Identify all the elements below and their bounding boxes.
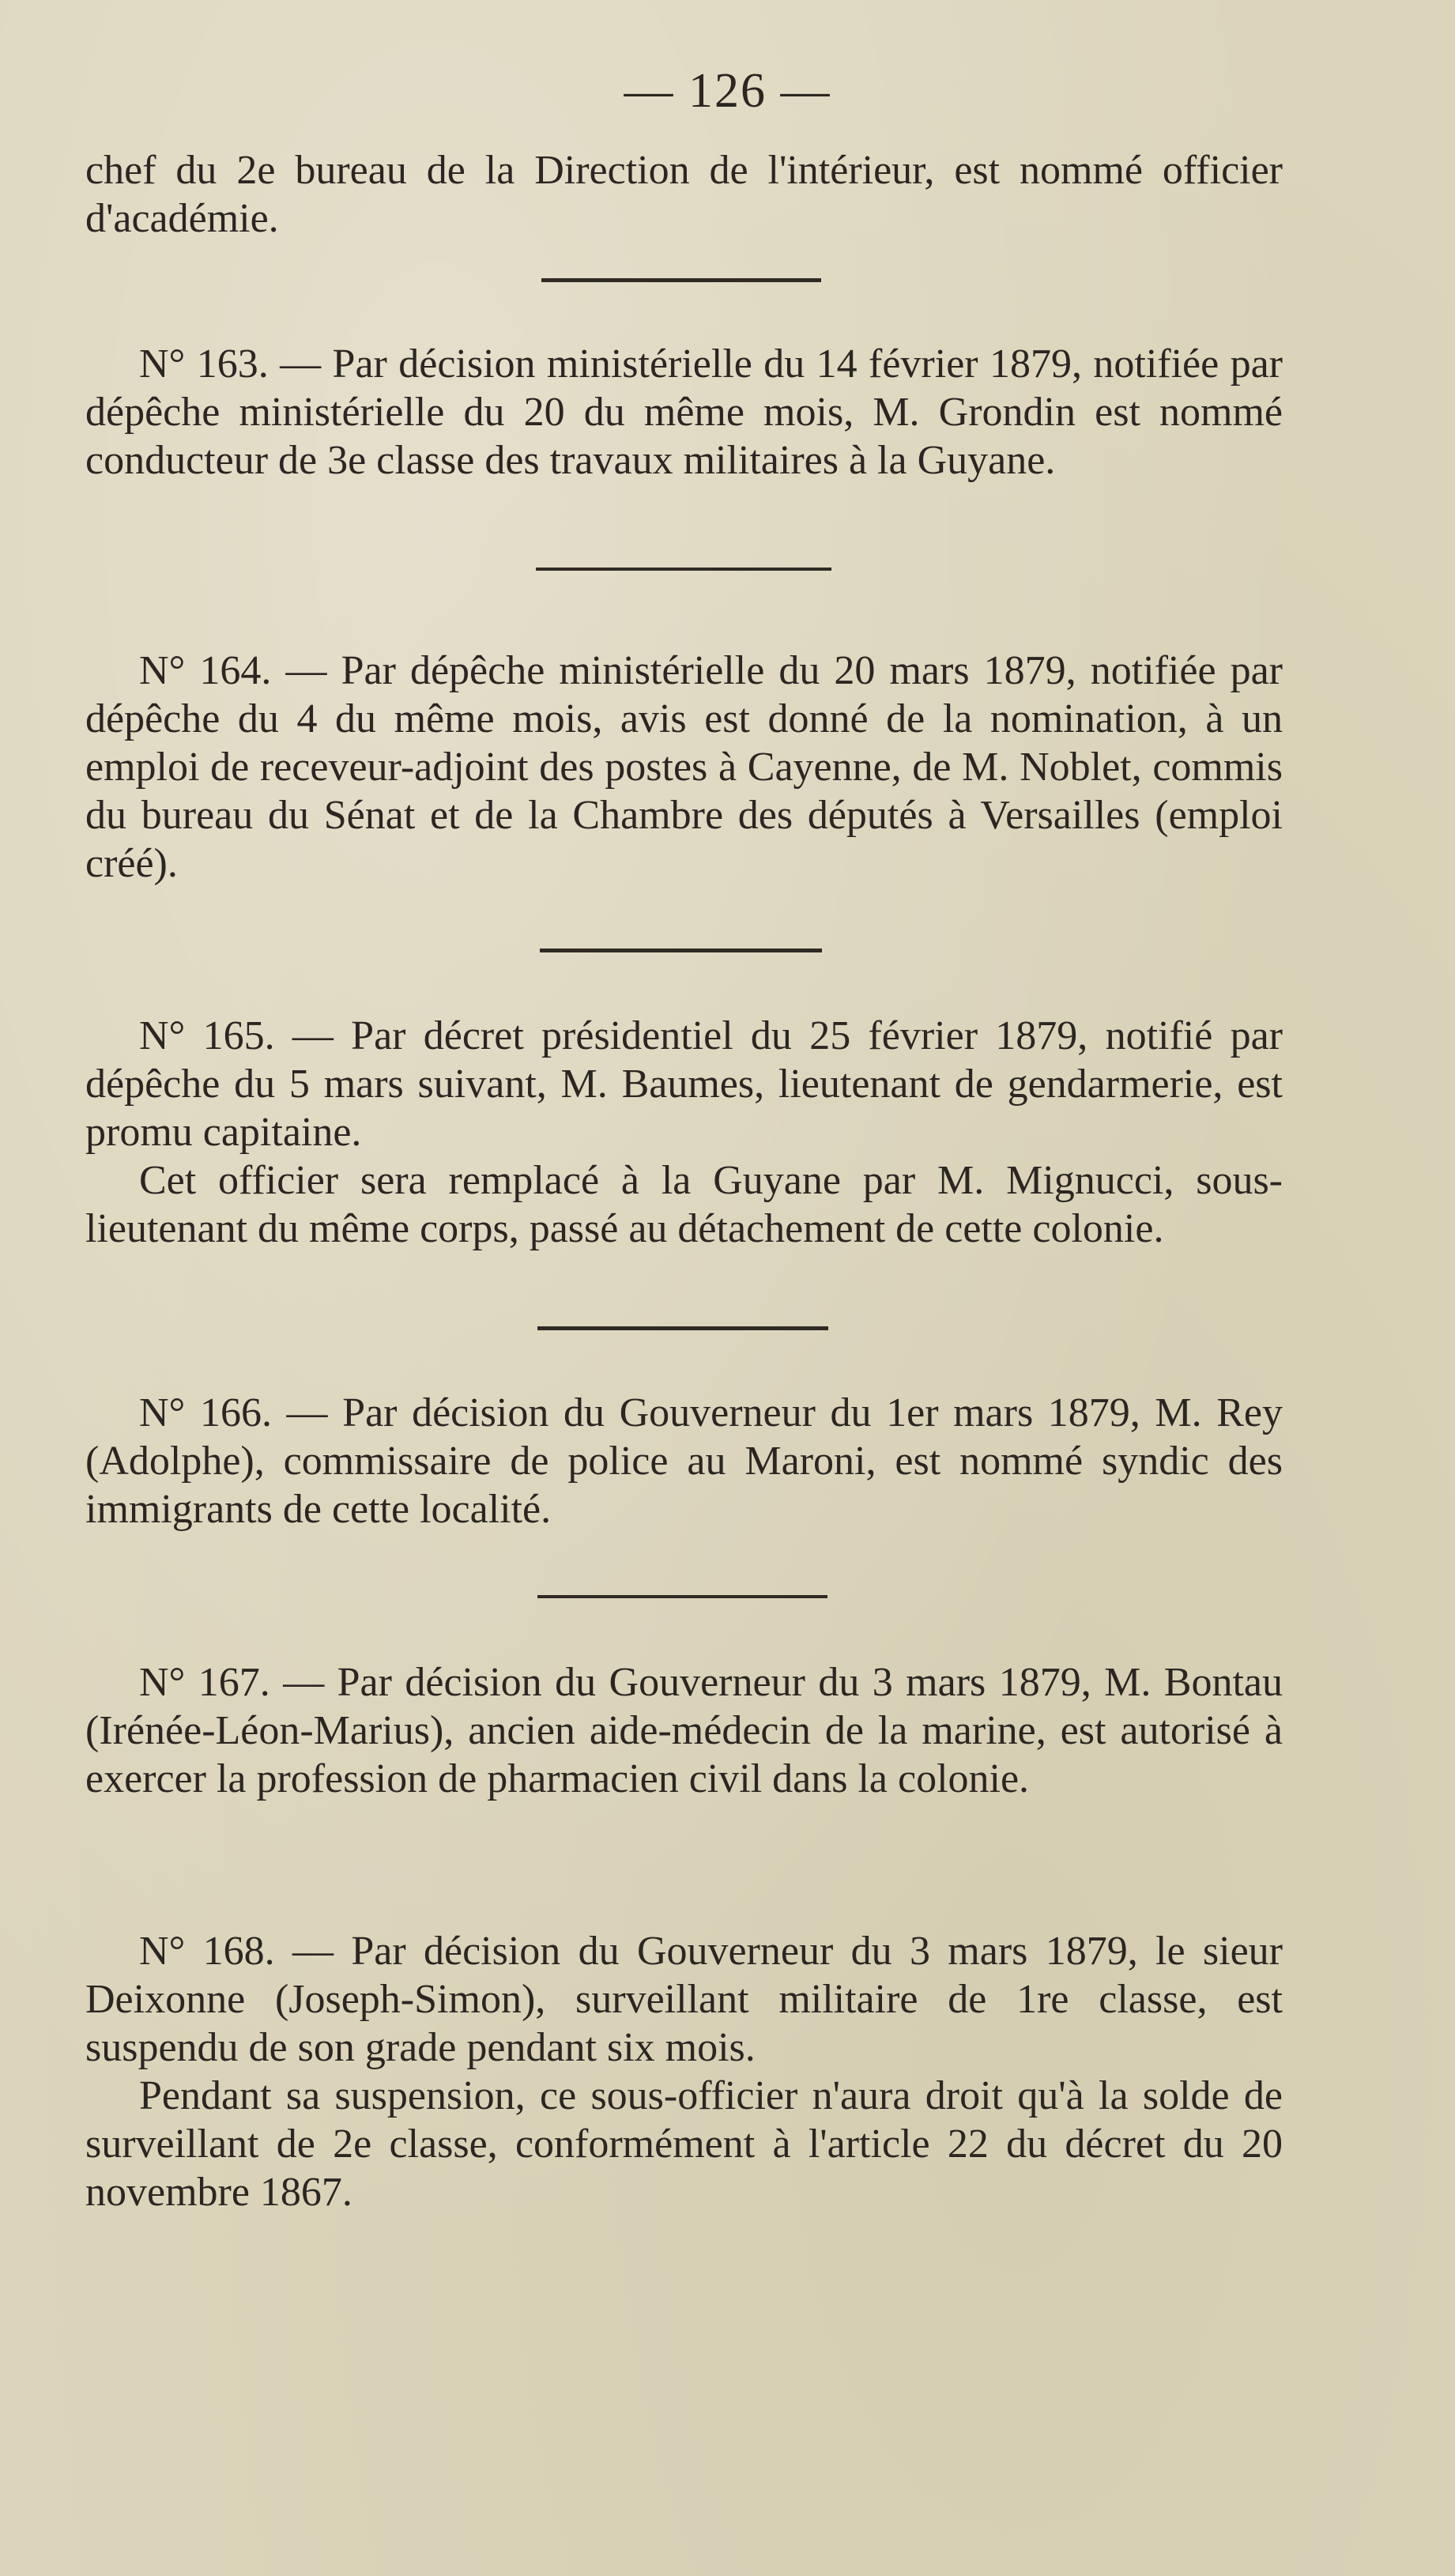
page-number: — 126 — bbox=[624, 64, 831, 118]
entry-165-text-1: N° 165. — Par décret présidentiel du 25 février 1879, notifié par dépêche du 5 mars suivant, M. Baumes, lieutenant de gendarmerie, est promu capitaine. bbox=[85, 1013, 1283, 1155]
separator-rule bbox=[540, 949, 822, 952]
entry-164-text: N° 164. — Par dépêche ministérielle du 20 mars 1879, notifiée par dépêche du 4 du même mois, avis est donné de la nomination, à un emploi de receveur-adjoint des postes à Cayenne, de M. Noblet, commis du bureau du Sénat et de la Chambre des députés à Versailles (emploi créé). bbox=[85, 648, 1283, 886]
entry-168-text-2: Pendant sa suspension, ce sous-officier n'aura droit qu'à la solde de surveillant de 2e classe, conformément à l'article 22 du décret du 20 novembre 1867. bbox=[85, 2073, 1283, 2215]
entry-165 bbox=[85, 1012, 1283, 1253]
separator-rule bbox=[536, 568, 831, 571]
entry-168-text-1: N° 168. — Par décision du Gouverneur du 3 mars 1879, le sieur Deixonne (Joseph-Simon), surveillant militaire de 1re classe, est suspendu de son grade pendant six mois. bbox=[85, 1929, 1283, 2070]
separator-rule bbox=[537, 1326, 828, 1330]
entry-163 bbox=[85, 340, 1283, 485]
intro-paragraph bbox=[85, 146, 1283, 243]
entry-167 bbox=[85, 1658, 1283, 1803]
entry-164 bbox=[85, 647, 1283, 888]
entry-168 bbox=[85, 1927, 1283, 2216]
entry-167-text: N° 167. — Par décision du Gouverneur du 3 mars 1879, M. Bontau (Irénée-Léon-Marius), ancien aide-médecin de la marine, est autorisé à exercer la profession de pharmacien civil dans la colonie. bbox=[85, 1660, 1283, 1801]
entry-165-text-2: Cet officier sera remplacé à la Guyane par M. Mignucci, sous-lieutenant du même corps, passé au détachement de cette colonie. bbox=[85, 1158, 1283, 1251]
separator-rule bbox=[537, 1595, 827, 1598]
entry-163-text: N° 163. — Par décision ministérielle du 14 février 1879, notifiée par dépêche ministérielle du 20 du même mois, M. Grondin est nommé conducteur de 3e classe des travaux militaires à la Guyane. bbox=[85, 341, 1283, 483]
entry-166-text: N° 166. — Par décision du Gouverneur du 1er mars 1879, M. Rey (Adolphe), commissaire de police au Maroni, est nommé syndic des immigrants de cette localité. bbox=[85, 1390, 1283, 1532]
separator-rule bbox=[541, 278, 821, 282]
entry-166 bbox=[85, 1389, 1283, 1533]
intro-text: chef du 2e bureau de la Direction de l'intérieur, est nommé officier d'académie. bbox=[85, 148, 1283, 241]
